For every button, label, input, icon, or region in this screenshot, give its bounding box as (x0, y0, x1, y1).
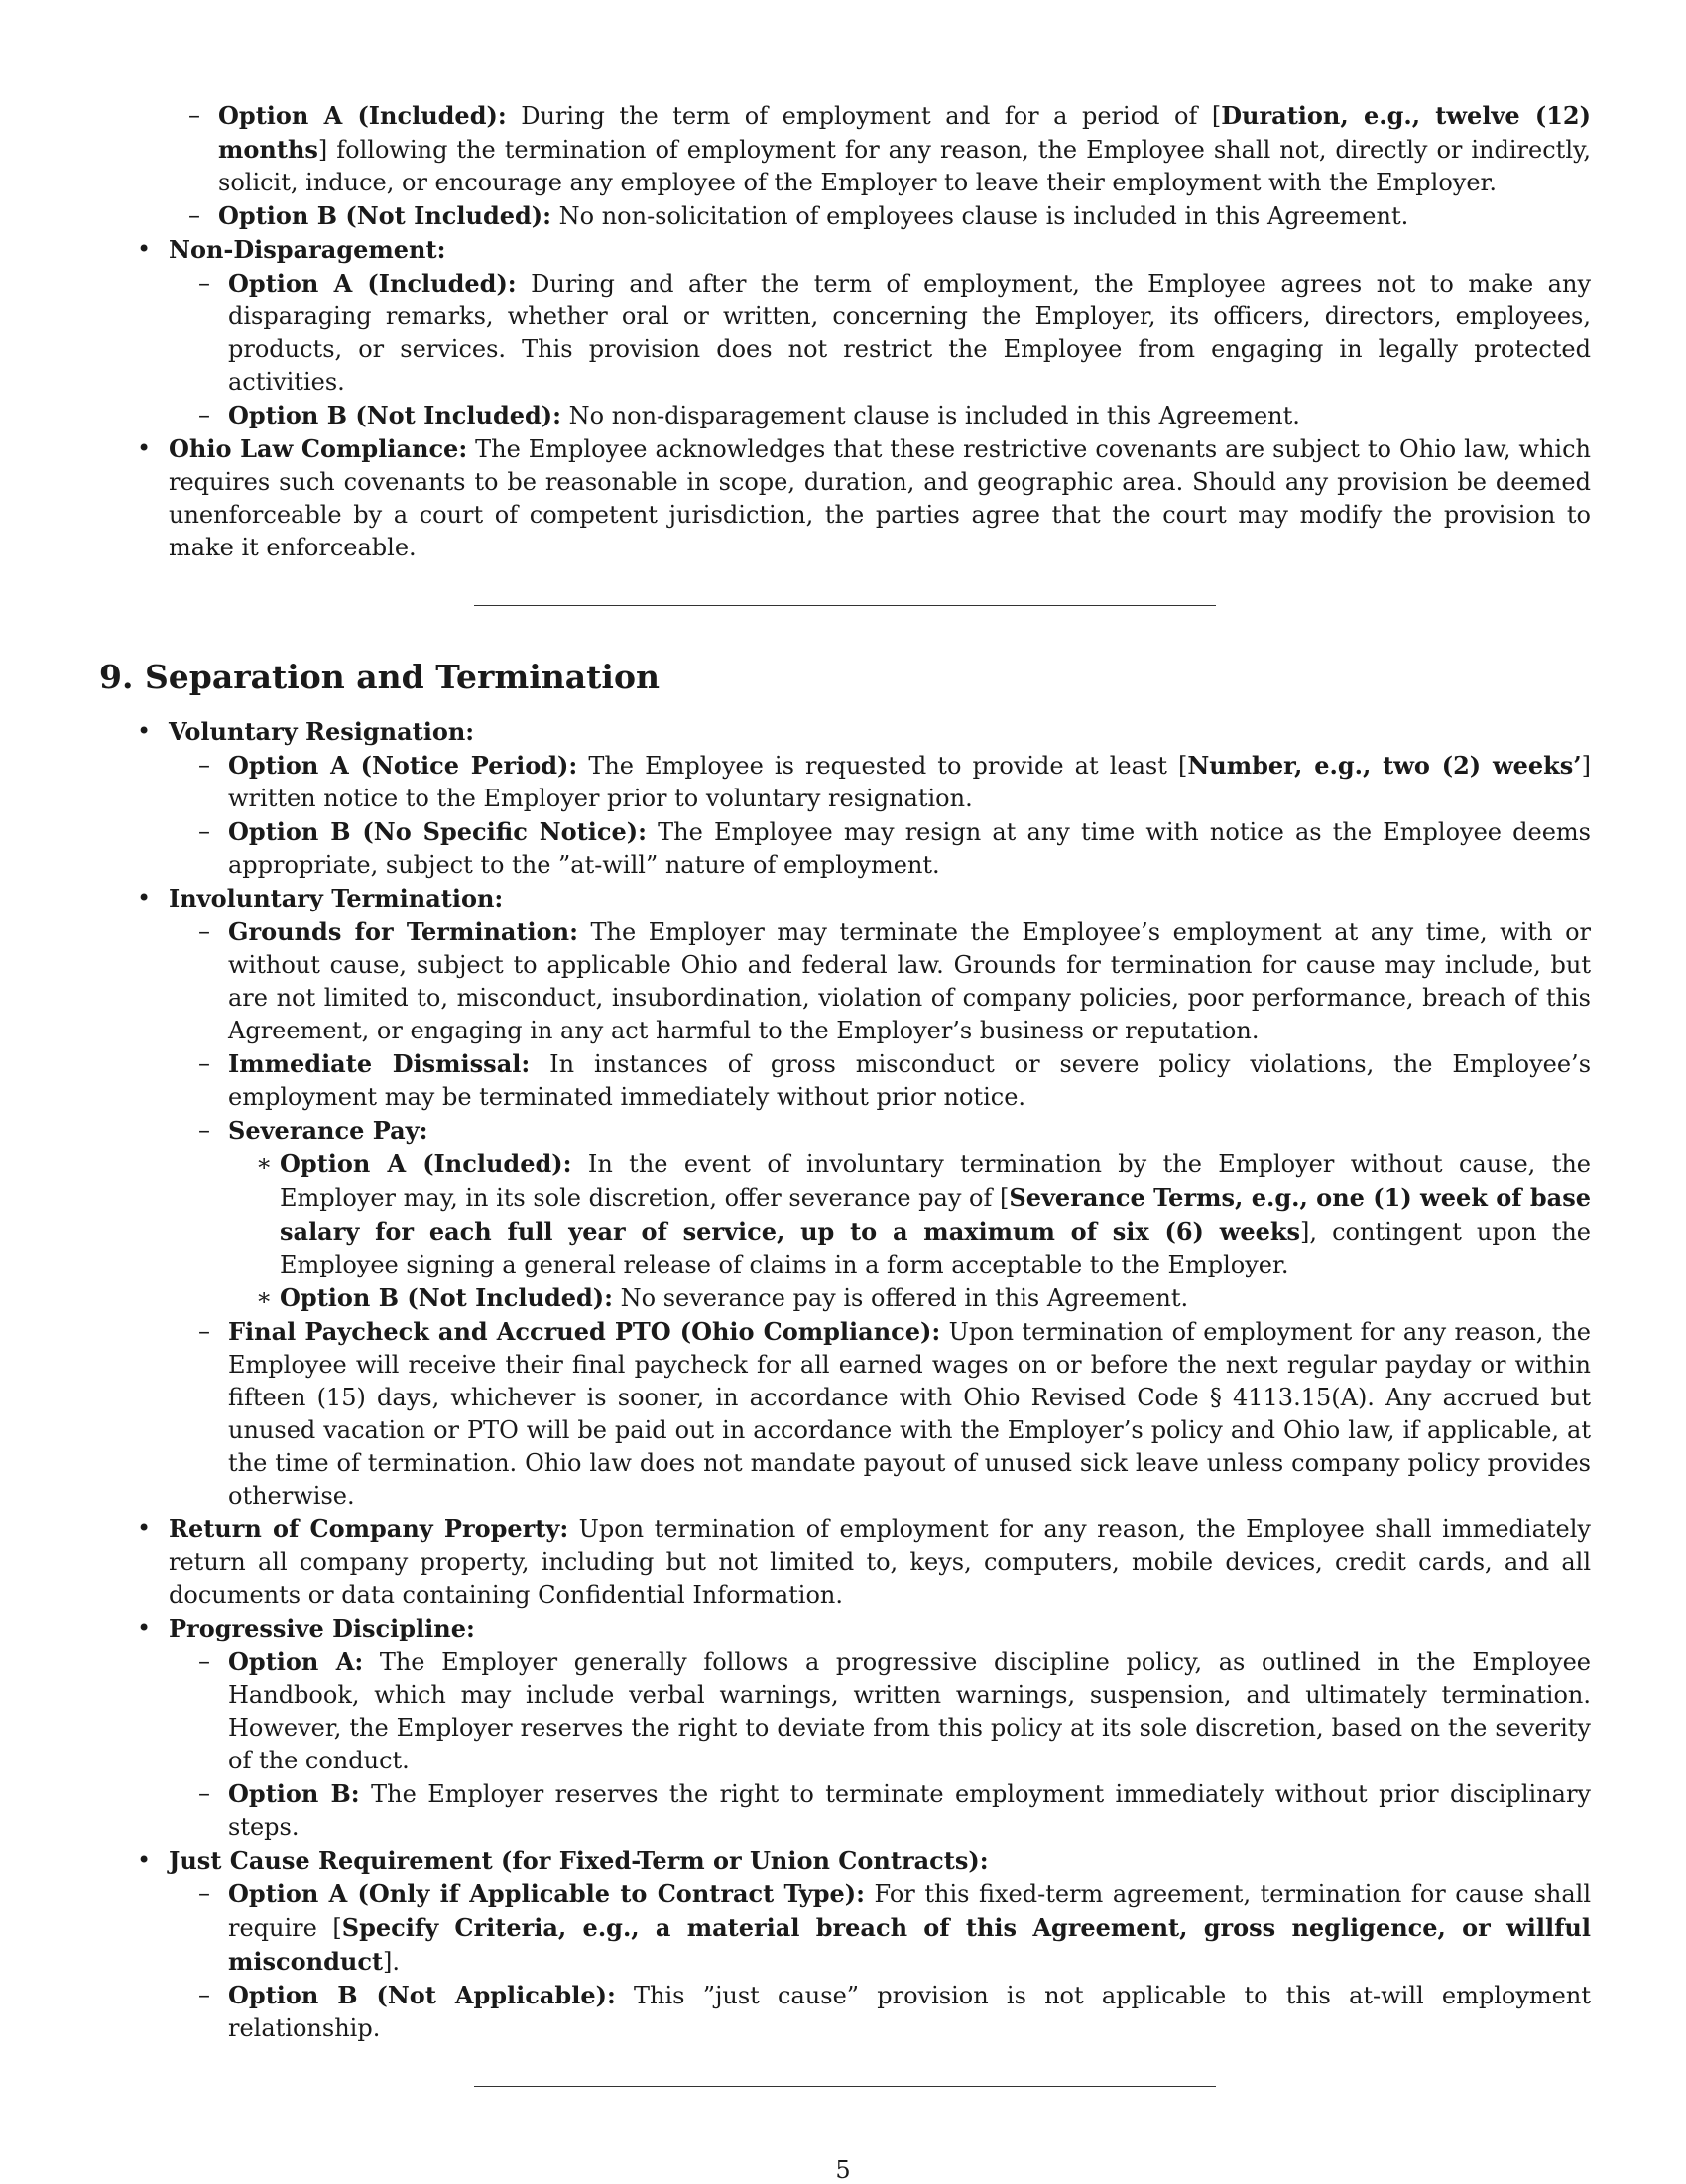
list-item: – Option B (Not Included): No non-solicitation of employees clause is included in this Agreement. (188, 201, 1409, 230)
list-item: – Severance Pay: ∗ Option A (Included): In the event of involuntary termination by the Employer without cause, the Employer may, in its sole discretion, offer severance pay of [Severance Terms, e.g., one (1) week of base salary for each full year of service, up to a maximum of six (6) weeks], contingent upon the Employee signing a general release of claims in a form acceptable to the Employer. ∗ Option B (Not Included): No severance pay is offered in this Agreement. (169, 1114, 1591, 1315)
list-item: – Option B (No Specific Notice): The Employee may resign at any time with notice as the Employee deems appropriate, subject to the ”at-will” nature of employment. (198, 817, 1591, 879)
list-item: • Involuntary Termination: – Grounds for Termination: The Employer may terminate the Employee’s employment at any time, with or without cause, subject to applicable Ohio and federal law. Grounds for termination for cause may include, but are not limited to, misconduct, insubordination, violation of company policies, poor performance, breach of this Agreement, or engaging in any act harmful to the Employer’s business or reputation. – Immediate Dismissal: In instances of gross misconduct or severe policy violations, the Employee’s employment may be terminated immediately without prior notice. – Severance Pay: ∗ Option A (Included): In the event of involuntary termination by the Employer without cause, the Employer may, in its sole discretion, offer severance pay of [Severance Terms, e.g., one (1) week of base salary for each full year of service, up to a maximum of six (6) weeks], contingent upon the Employee signing a general release of claims in a form acceptable to the Employer. ∗ Option B (Not Included): No severance pay is offered in this Agreement. – Final Paycheck and Accrued PTO (Ohio Compliance): Upon termination of employment for any reason, the Employee will receive their final paycheck for all earned wages on or before the next regular payday or within fifteen (15) days, whichever is sooner, in accordance with Ohio Revised Code § 4113.15(A). Any accrued but unused vacation or PTO will be paid out in accordance with the Employer’s policy and Ohio law, if applicable, at the time of termination. Ohio law does not mandate payout of unused sick leave unless company policy provides otherwise. (99, 882, 1591, 1513)
page-number: 5 (835, 2156, 851, 2184)
document-page (99, 99, 1591, 2087)
list-item: – Final Paycheck and Accrued PTO (Ohio Compliance): Upon termination of employment for any reason, the Employee will receive their final paycheck for all earned wages on or before the next regular payday or within fifteen (15) days, whichever is sooner, in accordance with Ohio Revised Code § 4113.15(A). Any accrued but unused vacation or PTO will be paid out in accordance with the Employer’s policy and Ohio law, if applicable, at the time of termination. Ohio law does not mandate payout of unused sick leave unless company policy provides otherwise. (198, 1317, 1591, 1510)
list-item: – Immediate Dismissal: In instances of gross misconduct or severe policy violations, the Employee’s employment may be terminated immediately without prior notice. (198, 1049, 1592, 1111)
list-item: – Option B: The Employer reserves the right to terminate employment immediately without prior disciplinary steps. (198, 1779, 1591, 1841)
non-solicitation-options (159, 99, 1591, 233)
list-item: ∗ Option A (Included): In the event of involuntary termination by the Employer without cause, the Employer may, in its sole discretion, offer severance pay of [Severance Terms, e.g., one (1) week of base salary for each full year of service, up to a maximum of six (6) weeks], contingent upon the Employee signing a general release of claims in a form acceptable to the Employer. (256, 1150, 1592, 1278)
section-divider (474, 2086, 1216, 2087)
list-item: – Option B (Not Applicable): This ”just cause” provision is not applicable to this at-will employment relationship. (198, 1981, 1591, 2042)
list-item: • Progressive Discipline: – Option A: The Employer generally follows a progressive discipline policy, as outlined in the Employee Handbook, which may include verbal warnings, written warnings, suspension, and ultimately termination. However, the Employer reserves the right to deviate from this policy at its sole discretion, based on the severity of the conduct. – Option B: The Employer reserves the right to terminate employment immediately without prior disciplinary steps. (99, 1612, 1591, 1844)
list-item: • Voluntary Resignation: – Option A (Notice Period): The Employee is requested to provide at least [Number, e.g., two (2) weeks’] written notice to the Employer prior to voluntary resignation. – Option B (No Specific Notice): The Employee may resign at any time with notice as the Employee deems appropriate, subject to the ”at-will” nature of employment. (99, 715, 1591, 882)
restrictive-covenants-list (99, 233, 1591, 564)
separation-termination-list (99, 715, 1591, 2045)
list-item: – Option A (Notice Period): The Employee is requested to provide at least [Number, e.g., two (2) weeks’] written notice to the Employer prior to voluntary resignation. (198, 751, 1592, 812)
list-item: – Option A (Included): During the term of employment and for a period of [Duration, e.g., twelve (12) months] following the termination of employment for any reason, the Employee shall not, directly or indirectly, solicit, induce, or encourage any employee of the Employer to leave their employment with the Employer. (188, 101, 1591, 196)
list-item: – Option A (Only if Applicable to Contract Type): For this fixed-term agreement, termination for cause shall require [Specify Criteria, e.g., a material breach of this Agreement, gross negligence, or willful misconduct]. (198, 1880, 1591, 1976)
list-item: • Just Cause Requirement (for Fixed-Term or Union Contracts): – Option A (Only if Applicable to Contract Type): For this fixed-term agreement, termination for cause shall require [Specify Criteria, e.g., a material breach of this Agreement, gross negligence, or willful misconduct]. – Option B (Not Applicable): This ”just cause” provision is not applicable to this at-will employment relationship. (99, 1844, 1591, 2045)
list-item: – Option A: The Employer generally follows a progressive discipline policy, as outlined in the Employee Handbook, which may include verbal warnings, written warnings, suspension, and ultimately termination. However, the Employer reserves the right to deviate from this policy at its sole discretion, based on the severity of the conduct. (198, 1647, 1591, 1774)
section-title: 9. Separation and Termination (99, 658, 660, 696)
list-item: • Ohio Law Compliance: The Employee acknowledges that these restrictive covenants are subject to Ohio law, which requires such covenants to be reasonable in scope, duration, and geographic area. Should any provision be deemed unenforceable by a court of competent jurisdiction, the parties agree that the court may modify the provision to make it enforceable. (137, 434, 1591, 561)
list-item: – Option A (Included): During and after the term of employment, the Employee agrees not to make any disparaging remarks, whether oral or written, concerning the Employer, its officers, directors, employees, products, or services. This provision does not restrict the Employee from engaging in legally protected activities. (198, 269, 1591, 396)
section-divider (474, 605, 1216, 606)
list-item: – Grounds for Termination: The Employer may terminate the Employee’s employment at any time, with or without cause, subject to applicable Ohio and federal law. Grounds for termination for cause may include, but are not limited to, misconduct, insubordination, violation of company policies, poor performance, breach of this Agreement, or engaging in any act harmful to the Employer’s business or reputation. (198, 917, 1591, 1044)
list-item: • Return of Company Property: Upon termination of employment for any reason, the Employee shall immediately return all company property, including but not limited to, keys, computers, mobile devices, credit cards, and all documents or data containing Confidential Information. (137, 1515, 1591, 1609)
list-item: • Non-Disparagement: – Option A (Included): During and after the term of employment, the Employee agrees not to make any disparaging remarks, whether oral or written, concerning the Employer, its officers, directors, employees, products, or services. This provision does not restrict the Employee from engaging in legally protected activities. – Option B (Not Included): No non-disparagement clause is included in this Agreement. (99, 233, 1591, 432)
list-item: ∗ Option B (Not Included): No severance pay is offered in this Agreement. (256, 1283, 1189, 1312)
list-item: – Option B (Not Included): No non-disparagement clause is included in this Agreement. (198, 401, 1300, 429)
